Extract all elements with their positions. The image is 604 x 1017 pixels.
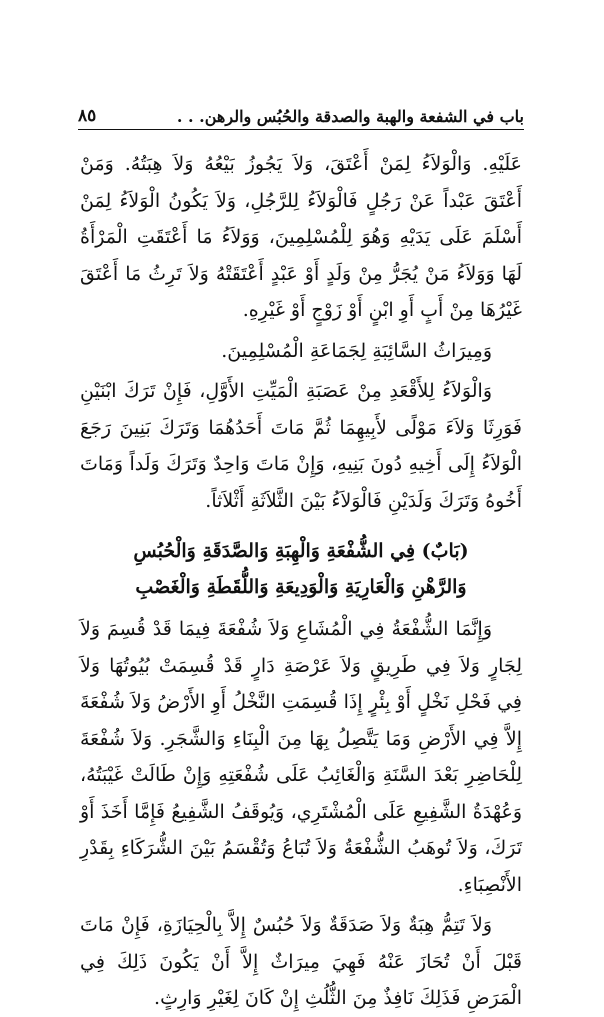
page-number: ٨٥ — [78, 106, 97, 126]
chapter-title-line-2: وَالرَّهْنِ وَالْعَارِيَةِ وَالْوَدِيعَةِ وَاللُّقَطَةِ وَالْغَصْبِ — [135, 576, 467, 598]
paragraph-saiba: وَمِيرَاثُ السَّائِبَةِ لِجَمَاعَةِ الْمُسْلِمِينَ. — [221, 339, 492, 362]
paragraph-wala-inheritance: وَالْوَلاَءُ لِلأَقْعَدِ مِنْ عَصَبَةِ الْمَيِّتِ الأَوَّلِ، فَإِنْ تَرَكَ ابْنَيْنِ فَوَرِثَا وَلاَءَ مَوْلًى لأَبِيهِمَا ثُمَّ مَاتَ أَحَدُهُمَا وَتَرَكَ بَنِينَ رَجَعَ الْوَلاَءُ إِلَى أَخِيهِ دُونَ بَنِيهِ، وَإِنْ مَاتَ وَاحِدٌ وَتَرَكَ وَلَداً وَمَاتَ أَخُوهُ وَتَرَكَ وَلَدَيْنِ فَالْوَلاَءُ بَيْنَ الثَّلاَثَةِ أَثْلاَثاً. — [80, 380, 522, 512]
paragraph-shufa: وَإِنَّمَا الشُّفْعَةُ فِي الْمُشَاعِ وَلاَ شُفْعَةَ فِيمَا قَدْ قُسِمَ وَلاَ لِجَارٍ وَلاَ فِي طَرِيقٍ وَلاَ عَرْصَةِ دَارٍ قَدْ قُسِمَتْ بُيُوتُهَا وَلاَ فِي فَحْلِ نَخْلٍ أَوْ بِئْرٍ إِذَا قُسِمَتِ النَّخْلُ أَوِ الأَرْضُ وَلاَ شُفْعَةَ إِلاَّ فِي الأَرْضِ وَمَا يَتَّصِلُ بِهَا مِنَ الْبِنَاءِ وَالشَّجَرِ. وَلاَ شُفْعَةَ لِلْحَاضِرِ بَعْدَ السَّنَةِ وَالْغَائِبُ عَلَى شُفْعَتِهِ وَإِنْ طَالَتْ غَيْبَتُهُ، وَعُهْدَةُ الشَّفِيعِ عَلَى الْمُشْتَرِي، وَيُوقَفُ الشَّفِيعُ فَإِمَّا أَخَذَ أَوْ تَرَكَ، وَلاَ تُوهَبُ الشُّفْعَةُ وَلاَ تُبَاعُ وَتُقْسَمُ بَيْنَ الشُّرَكَاءِ بِقَدْرِ الأَنْصِبَاءِ. — [80, 618, 522, 896]
chapter-title-line-1: (بَابٌ) فِي الشُّفْعَةِ وَالْهِبَةِ وَالصَّدَقَةِ وَالْحُبُسِ — [133, 540, 469, 562]
running-header — [78, 96, 524, 126]
paragraph-wala: عَلَيْهِ. وَالْوَلاَءُ لِمَنْ أَعْتَقَ، وَلاَ يَجُوزُ بَيْعُهُ وَلاَ هِبَتُهُ. وَمَنْ أَعْتَقَ عَبْداً عَنْ رَجُلٍ فَالْوَلاَءُ لِلرَّجُلِ، وَلاَ يَكُونُ الْوَلاَءُ لِمَنْ أَسْلَمَ عَلَى يَدَيْهِ وَهُوَ لِلْمُسْلِمِينَ، وَوَلاَءُ مَا أَعْتَقَتِ الْمَرْأَةُ لَهَا وَوَلاَءُ مَنْ يُجَرُّ مِنْ وَلَدٍ أَوْ عَبْدٍ أَعْتَقَتْهُ وَلاَ تَرِثُ مَا أَعْتَقَ غَيْرُهَا مِنْ أَبٍ أَوِ ابْنٍ أَوْ زَوْجٍ أَوْ غَيْرِهِ. — [80, 153, 522, 321]
page-body — [80, 146, 522, 1017]
spacer — [80, 519, 522, 529]
header-rule — [78, 129, 524, 130]
paragraph-hiba: وَلاَ تَتِمُّ هِبَةٌ وَلاَ صَدَقَةٌ وَلاَ حُبُسٌ إِلاَّ بِالْحِيَازَةِ، فَإِنْ مَاتَ قَبْلَ أَنْ تُحَازَ عَنْهُ فَهِيَ مِيرَاثٌ إِلاَّ أَنْ يَكُونَ ذَلِكَ فِي الْمَرَضِ فَذَلِكَ نَافِذٌ مِنَ الثُّلُثِ إِنْ كَانَ لِغَيْرِ وَارِثٍ. — [80, 914, 522, 1009]
chapter-title — [80, 533, 522, 605]
running-title: باب في الشفعة والهبة والصدقة والحُبُس والرهن. . . — [176, 107, 524, 126]
